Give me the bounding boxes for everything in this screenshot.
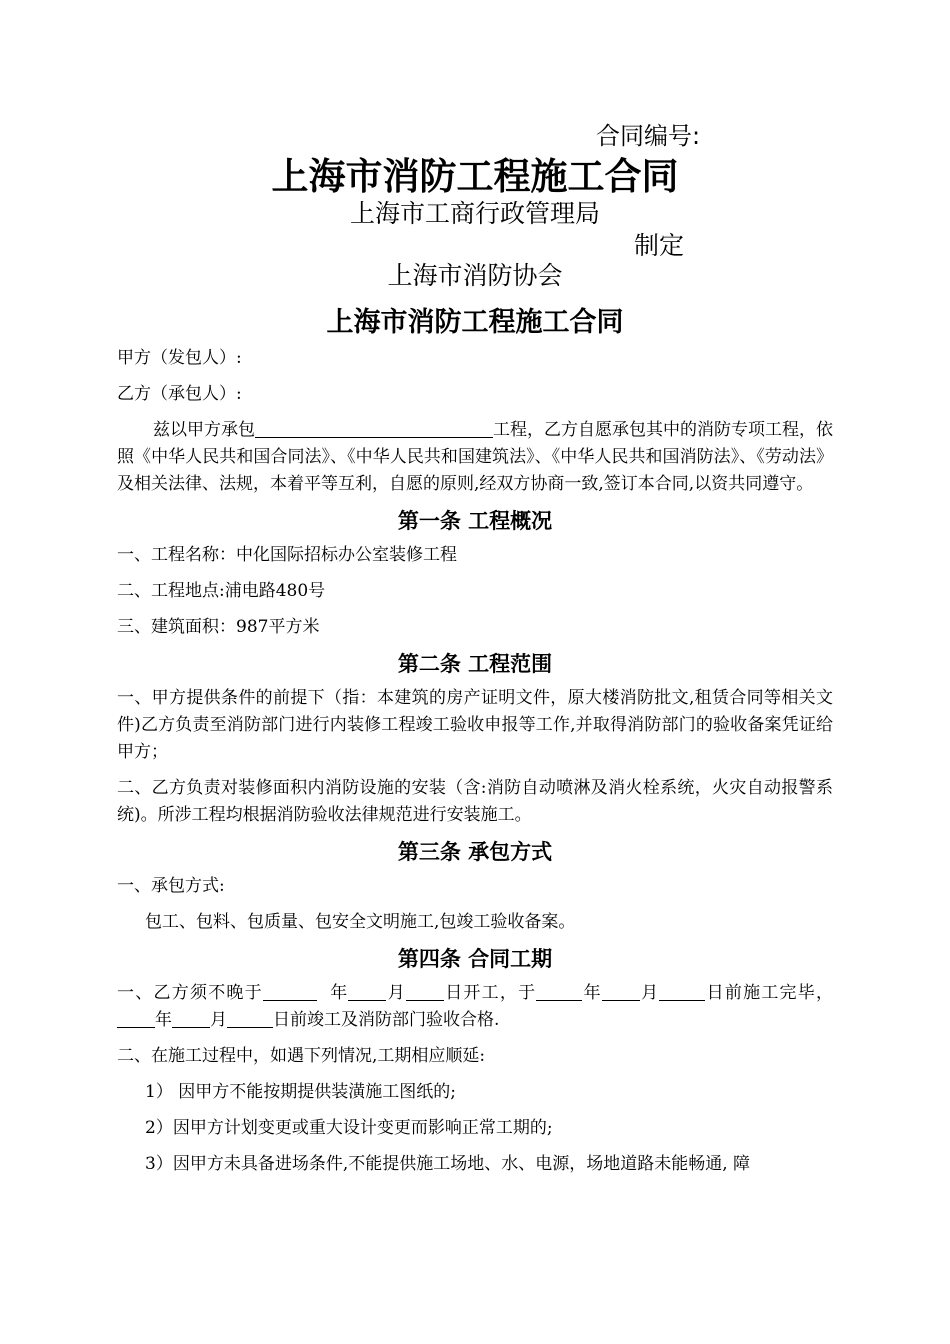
blank-accept-year[interactable] <box>117 1009 155 1028</box>
article1-title: 第一条 工程概况 <box>397 509 553 533</box>
intro-part2: 工程，乙方自愿承包其中的消防专项工程，依照《中华人民共和国合同法》、《中华人民共和国建筑法》、《中华人民共和国消防法》、《劳动法》及相关法律、法规，本着平等互利，自愿的原则,经双方协商一致,签订本合同,以资共同遵守。 <box>117 420 833 494</box>
blank-start-month[interactable] <box>348 982 386 1001</box>
acceptance-label: 日前竣工及消防部门验收合格. <box>273 1010 500 1030</box>
finish-label: 日前施工完毕， <box>705 983 834 1003</box>
month-label: 月 <box>386 983 406 1003</box>
contract-body <box>117 345 833 1178</box>
issuer-bureau: 上海市工商行政管理局 <box>349 199 600 228</box>
made-by-label: 制定 <box>634 231 685 260</box>
month-label: 月 <box>210 1010 227 1030</box>
blank-accept-month[interactable] <box>172 1009 210 1028</box>
party-b-line: 乙方（承包人）: <box>117 384 242 404</box>
article1-item-1: 一、工程名称：中化国际招标办公室装修工程 <box>117 545 457 565</box>
intro-paragraph <box>117 417 833 498</box>
schedule-prefix: 一、乙方须不晚于 <box>117 983 263 1003</box>
contract-number-label: 合同编号: <box>596 122 701 150</box>
article1-item-2: 二、工程地点:浦电路480号 <box>117 581 326 601</box>
blank-finish-year[interactable] <box>536 982 582 1001</box>
article3-item-1-detail: 包工、包料、包质量、包安全文明施工,包竣工验收备案。 <box>145 912 576 932</box>
article4-subitem-3: 3）因甲方未具备进场条件,不能提供施工场地、水、电源，场地道路未能畅通, 障 <box>145 1154 751 1174</box>
start-label: 日开工，于 <box>443 983 537 1003</box>
article2-item-1: 一、甲方提供条件的前提下（指：本建筑的房产证明文件，原大楼消防批文,租赁合同等相关文件)乙方负责至消防部门进行内装修工程竣工验收申报等工作,并取得消防部门的验收备案凭证给甲方； <box>117 688 833 762</box>
main-title: 上海市消防工程施工合同 <box>271 155 679 198</box>
article4-item-1 <box>117 980 833 1034</box>
issuer-association: 上海市消防协会 <box>387 261 563 290</box>
year-label: 年 <box>330 983 349 1003</box>
article3-title: 第三条 承包方式 <box>397 840 553 864</box>
article2-title: 第二条 工程范围 <box>397 652 553 676</box>
blank-accept-day[interactable] <box>227 1009 273 1028</box>
blank-finish-day[interactable] <box>659 982 705 1001</box>
blank-finish-month[interactable] <box>602 982 640 1001</box>
year-label: 年 <box>582 983 602 1003</box>
blank-project-name[interactable] <box>255 419 493 438</box>
article4-subitem-2: 2）因甲方计划变更或重大设计变更而影响正常工期的; <box>145 1118 553 1138</box>
intro-part1: 兹以甲方承包 <box>153 420 255 440</box>
article4-item-2: 二、在施工过程中，如遇下列情况,工期相应顺延: <box>117 1046 486 1066</box>
article2-item-2: 二、乙方负责对装修面积内消防设施的安装（含:消防自动喷淋及消火栓系统，火灾自动报警系统)。所涉工程均根据消防验收法律规范进行安装施工。 <box>117 778 833 825</box>
blank-start-year[interactable] <box>263 982 317 1001</box>
blank-start-day[interactable] <box>406 982 444 1001</box>
party-a-line: 甲方（发包人）: <box>117 348 242 368</box>
article4-title: 第四条 合同工期 <box>397 947 553 971</box>
year-label: 年 <box>155 1010 172 1030</box>
article4-subitem-1: 1） 因甲方不能按期提供装潢施工图纸的; <box>145 1082 456 1102</box>
month-label: 月 <box>639 983 660 1003</box>
article3-item-1: 一、承包方式: <box>117 876 225 896</box>
sub-title: 上海市消防工程施工合同 <box>326 307 624 338</box>
article1-item-3: 三、建筑面积：987平方米 <box>117 617 320 637</box>
